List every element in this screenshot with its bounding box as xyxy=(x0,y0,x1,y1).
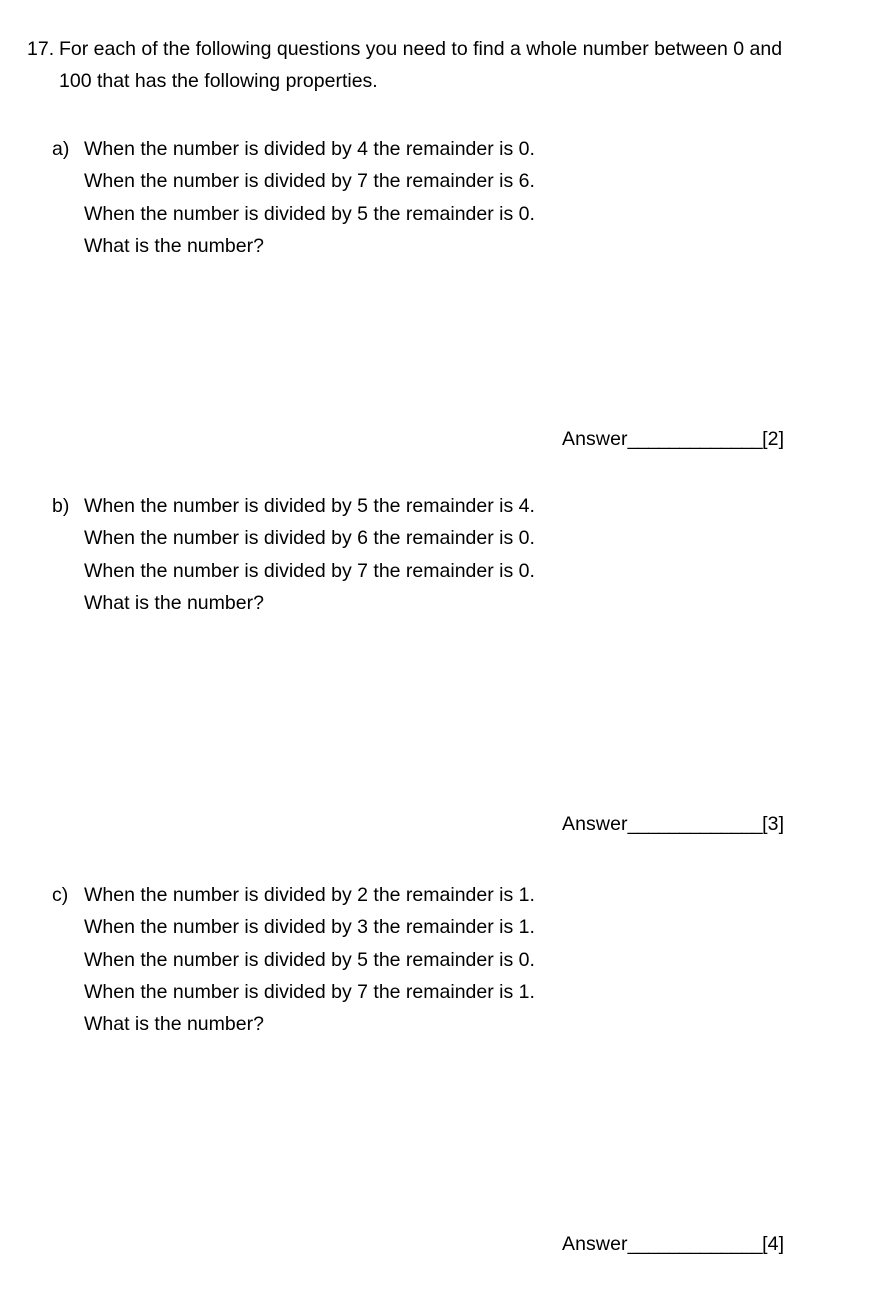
part-b-condition-1: When the number is divided by 5 the remainder is 4. xyxy=(84,495,535,517)
answer-label-a: Answer xyxy=(562,428,628,450)
part-a-condition-3: When the number is divided by 5 the remainder is 0. xyxy=(84,202,535,225)
part-b-prompt: What is the number? xyxy=(84,591,264,614)
part-c-condition-1: When the number is divided by 2 the remainder is 1. xyxy=(84,884,535,906)
answer-blank-b[interactable]: _____________ xyxy=(627,813,763,835)
answer-blank-c[interactable]: _____________ xyxy=(627,1233,763,1255)
marks-b: [3] xyxy=(762,813,785,835)
marks-c: [4] xyxy=(762,1233,785,1255)
question-part-c xyxy=(52,879,812,1040)
answer-row-a xyxy=(562,426,784,452)
part-a-condition-1: When the number is divided by 4 the remainder is 0. xyxy=(84,138,535,160)
question-stem xyxy=(27,33,827,97)
question-number: 17. xyxy=(27,38,55,60)
part-c-condition-4: When the number is divided by 7 the remainder is 1. xyxy=(84,980,535,1003)
part-b-lines xyxy=(84,490,812,619)
question-stem-text: For each of the following questions you need to find a whole number between 0 and 100 that has the following properties. xyxy=(59,38,783,92)
part-c-condition-3: When the number is divided by 5 the remainder is 0. xyxy=(84,948,535,971)
part-c-condition-2: When the number is divided by 3 the remainder is 1. xyxy=(84,916,535,939)
part-a-label: a) xyxy=(52,138,70,160)
part-b-label: b) xyxy=(52,495,70,517)
question-stem-row xyxy=(27,33,827,97)
question-part-a xyxy=(52,133,812,262)
marks-a: [2] xyxy=(762,428,785,450)
part-b-condition-2: When the number is divided by 6 the remainder is 0. xyxy=(84,527,535,550)
part-c-lines xyxy=(84,879,812,1040)
part-b-condition-3: When the number is divided by 7 the remainder is 0. xyxy=(84,559,535,582)
part-c-prompt: What is the number? xyxy=(84,1013,264,1036)
answer-label-b: Answer xyxy=(562,813,628,835)
question-part-b xyxy=(52,490,812,619)
part-a-prompt: What is the number? xyxy=(84,234,264,257)
answer-label-c: Answer xyxy=(562,1233,628,1255)
part-a-lines xyxy=(84,133,812,262)
part-a-condition-2: When the number is divided by 7 the remainder is 6. xyxy=(84,170,535,193)
answer-blank-a[interactable]: _____________ xyxy=(627,428,763,450)
part-c-label: c) xyxy=(52,884,69,906)
answer-row-c xyxy=(562,1231,784,1257)
answer-row-b xyxy=(562,811,784,837)
